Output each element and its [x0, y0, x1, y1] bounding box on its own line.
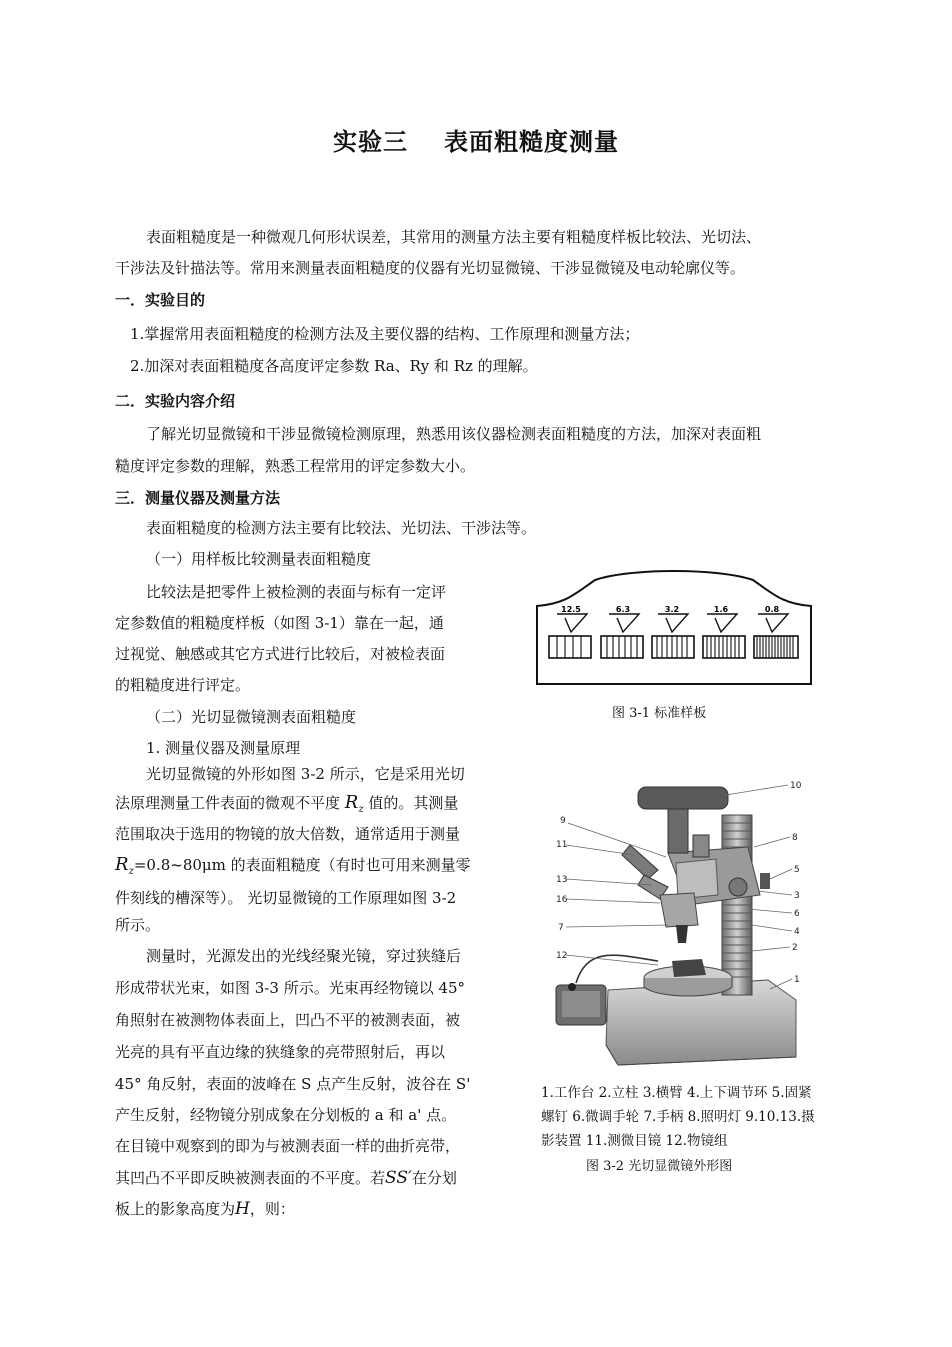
- measure-line-7: 在目镜中观察到的即为与被测表面一样的曲折亮带，: [115, 1137, 461, 1155]
- title-part2: 表面粗糙度测量: [444, 128, 619, 156]
- label-5: 5: [794, 865, 800, 875]
- figure-3-1-caption: 图 3-1 标准样板: [612, 706, 707, 721]
- measure-line-8: [115, 1168, 457, 1188]
- section3-heading: 三．测量仪器及测量方法: [115, 489, 281, 507]
- label-4: 4: [794, 927, 800, 937]
- rz-subscript: z: [358, 804, 364, 815]
- measure-line-2: 形成带状光束，如图 3-3 所示。光束再经物镜以 45°: [115, 979, 466, 997]
- label-3: 3: [794, 891, 800, 901]
- label-10: 10: [790, 781, 802, 791]
- measure-line-4: 光亮的具有平直边缘的狭缝象的亮带照射后，再以: [115, 1043, 446, 1061]
- measure-line-9: [115, 1199, 295, 1219]
- title-part1: 实验三: [333, 128, 408, 156]
- figure-3-2-caption: 图 3-2 光切显微镜外形图: [586, 1159, 733, 1174]
- compare-line-2: 定参数值的粗糙度样板（如图 3-1）靠在一起，通: [115, 614, 444, 632]
- label-7: 7: [558, 923, 564, 933]
- measure-line-3: 角照射在被测物体表面上，凹凸不平的被测表面，被: [115, 1011, 461, 1029]
- label-9: 9: [560, 816, 566, 826]
- intro-line-2: 干涉法及针描法等。常用来测量表面粗糙度的仪器有光切显微镜、干涉显微镜及电动轮廓仪等。: [115, 259, 746, 277]
- principle-line-6: 所示。: [115, 916, 161, 934]
- measure-line-9b: ，则：: [249, 1200, 295, 1218]
- rz-subscript-2: z: [128, 866, 134, 877]
- measure-line-8b: 在分划: [411, 1169, 457, 1187]
- principle-line-2: [115, 793, 458, 820]
- subsection-2-heading: （二）光切显微镜测表面粗糙度: [146, 708, 357, 726]
- label-13: 13: [556, 875, 568, 885]
- roughness-sample-plate-figure: [535, 568, 813, 686]
- rz-symbol-2: R: [115, 854, 129, 875]
- principle-line-5: 件刻线的槽深等）。 光切显微镜的工作原理如图 3-2: [115, 889, 457, 907]
- measure-line-1: 测量时，光源发出的光线经聚光镜，穿过狭缝后: [146, 947, 462, 965]
- section3-line-1: 表面粗糙度的检测方法主要有比较法、光切法、干涉法等。: [146, 519, 537, 537]
- section2-heading: 二．实验内容介绍: [115, 392, 236, 410]
- label-8: 8: [792, 833, 798, 843]
- label-2: 2: [792, 943, 798, 953]
- measure-line-8a: 其凹凸不平即反映被测表面的不平度。若: [115, 1169, 386, 1187]
- compare-line-1: 比较法是把零件上被检测的表面与标有一定评: [146, 583, 447, 601]
- plate-label-3-2: 3.2: [664, 605, 680, 614]
- rz-symbol: R: [344, 792, 359, 813]
- label-11: 11: [556, 840, 568, 850]
- principle-line-4-text: =0.8~80μm 的表面粗糙度（有时也可用来测量零: [133, 856, 471, 874]
- figure-3-2-legend-1: 1.工作台 2.立柱 3.横臂 4.上下调节环 5.固紧: [541, 1085, 812, 1101]
- section2-line-1: 了解光切显微镜和干涉显微镜检测原理，熟悉用该仪器检测表面粗糙度的方法，加深对表面粗: [146, 425, 762, 443]
- principle-line-3: 范围取决于选用的物镜的放大倍数，通常适用于测量: [115, 825, 461, 843]
- principle-line-4: [115, 855, 471, 882]
- intro-line-1: 表面粗糙度是一种微观几何形状误差，其常用的测量方法主要有粗糙度样板比较法、光切法、: [146, 228, 762, 246]
- label-16: 16: [556, 895, 568, 905]
- measure-line-6: 产生反射，经物镜分别成象在分划板的 a 和 a' 点。: [115, 1106, 457, 1124]
- light-section-microscope-figure: [548, 775, 840, 1067]
- plate-label-12-5: 12.5: [561, 605, 581, 614]
- section1-heading: 一．实验目的: [115, 291, 206, 309]
- ss-prime-symbol: SS′: [385, 1168, 412, 1188]
- plate-label-0-8: 0.8: [764, 605, 780, 614]
- figure-3-2-legend-2: 螺钉 6.微调手轮 7.手柄 8.照明灯 9.10.13.摄: [541, 1109, 815, 1125]
- measure-line-9a: 板上的影象高度为: [115, 1200, 236, 1218]
- plate-label-6-3: 6.3: [615, 605, 631, 614]
- compare-line-3: 过视觉、触感或其它方式进行比较后，对被检表面: [115, 645, 446, 663]
- subsection-2-1-heading: 1. 测量仪器及测量原理: [146, 739, 301, 757]
- figure-3-2-legend-3: 影装置 11.测微目镜 12.物镜组: [541, 1133, 728, 1149]
- section1-item1: 1.掌握常用表面粗糙度的检测方法及主要仪器的结构、工作原理和测量方法；: [130, 325, 640, 343]
- label-1: 1: [794, 975, 800, 985]
- principle-line-2b: 值的。其测量: [368, 794, 459, 812]
- section1-item2: 2.加深对表面粗糙度各高度评定参数 Ra、Ry 和 Rz 的理解。: [130, 357, 538, 375]
- h-symbol: H: [235, 1199, 250, 1219]
- subsection-1-heading: （一）用样板比较测量表面粗糙度: [146, 550, 372, 568]
- principle-line-1: 光切显微镜的外形如图 3-2 所示，它是采用光切: [146, 765, 465, 783]
- label-6: 6: [794, 909, 800, 919]
- compare-line-4: 的粗糙度进行评定。: [115, 676, 251, 694]
- principle-line-2a: 法原理测量工件表面的微观不平度: [115, 794, 341, 812]
- measure-line-5: 45° 角反射，表面的波峰在 S 点产生反射，波谷在 S': [115, 1075, 471, 1093]
- section2-line-2: 糙度评定参数的理解，熟悉工程常用的评定参数大小。: [115, 457, 476, 475]
- plate-label-1-6: 1.6: [713, 605, 729, 614]
- page-title: [0, 122, 952, 157]
- label-12: 12: [556, 951, 568, 961]
